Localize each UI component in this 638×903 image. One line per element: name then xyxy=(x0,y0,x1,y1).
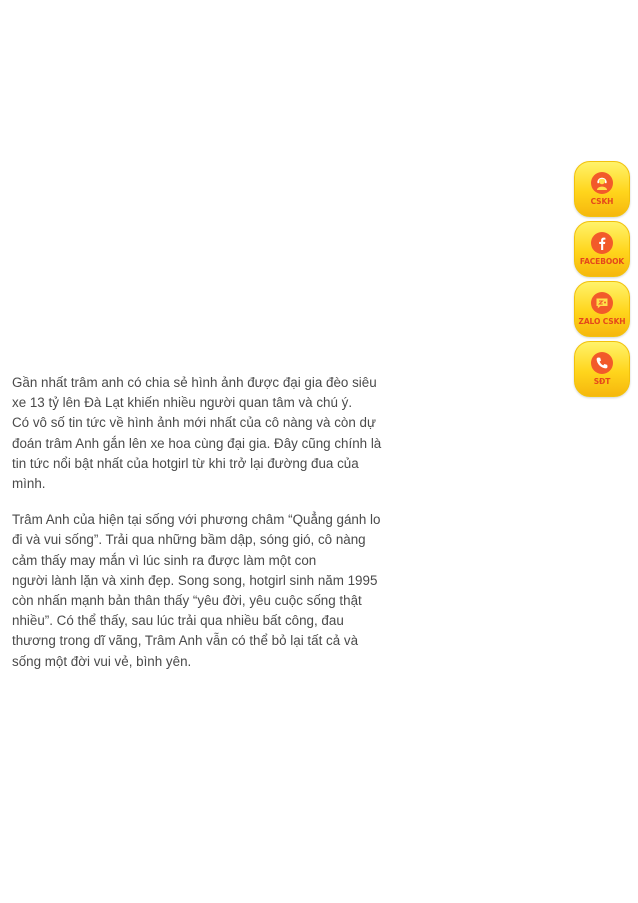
phone-icon xyxy=(591,352,613,374)
article-line: Có vô số tin tức về hình ảnh mới nhất của cô nàng và còn dự xyxy=(12,415,376,431)
facebook-button[interactable] xyxy=(574,221,630,277)
article-line: còn nhấn mạnh bản thân thấy “yêu đời, yêu cuộc sống thật xyxy=(12,593,362,609)
article-line: Gần nhất trâm anh có chia sẻ hình ảnh được đại gia đèo siêu xyxy=(12,375,377,390)
facebook-label: FACEBOOK xyxy=(579,257,625,266)
article-paragraph-2 xyxy=(12,510,381,672)
zalo-chat-icon xyxy=(591,292,613,314)
article-line: mình. xyxy=(12,476,46,492)
cskh-button[interactable] xyxy=(574,161,630,217)
floating-contact-bar xyxy=(574,161,630,401)
article-line: đoán trâm Anh gắn lên xe hoa cùng đại gia. Đây cũng chính là xyxy=(12,435,382,451)
article-line: người lành lặn và xinh đẹp. Song song, hotgirl sinh năm 1995 xyxy=(12,572,378,588)
article-paragraph-1 xyxy=(12,373,382,494)
cskh-label: CSKH xyxy=(590,197,614,206)
zalo-cskh-button[interactable] xyxy=(574,281,630,337)
article-body xyxy=(12,373,382,672)
article-line: xe 13 tỷ lên Đà Lạt khiến nhiều người quan tâm và chú ý. xyxy=(12,395,353,411)
article-line: cảm thấy may mắn vì lúc sinh ra được làm một con xyxy=(12,552,317,568)
zalo-cskh-label: ZALO CSKH xyxy=(578,317,626,326)
phone-button[interactable] xyxy=(574,341,630,397)
article-line: thương trong dĩ vãng, Trâm Anh vẫn có thể bỏ lại tất cả và xyxy=(12,633,359,649)
facebook-icon xyxy=(591,232,613,254)
article-line: Trâm Anh của hiện tại sống với phương châm “Quẳng gánh lo xyxy=(12,512,381,528)
article-line: nhiều”. Có thể thấy, sau lúc trải qua nhiều bất công, đau xyxy=(12,613,344,629)
article-line: đi và vui sống”. Trải qua những bầm dập, sóng gió, cô nàng xyxy=(12,532,366,548)
support-agent-icon xyxy=(591,172,613,194)
article-line: sống một đời vui vẻ, bình yên. xyxy=(12,653,192,669)
article-line: tin tức nổi bật nhất của hotgirl từ khi trở lại đường đua của xyxy=(12,455,359,471)
phone-label: SĐT xyxy=(593,377,611,386)
